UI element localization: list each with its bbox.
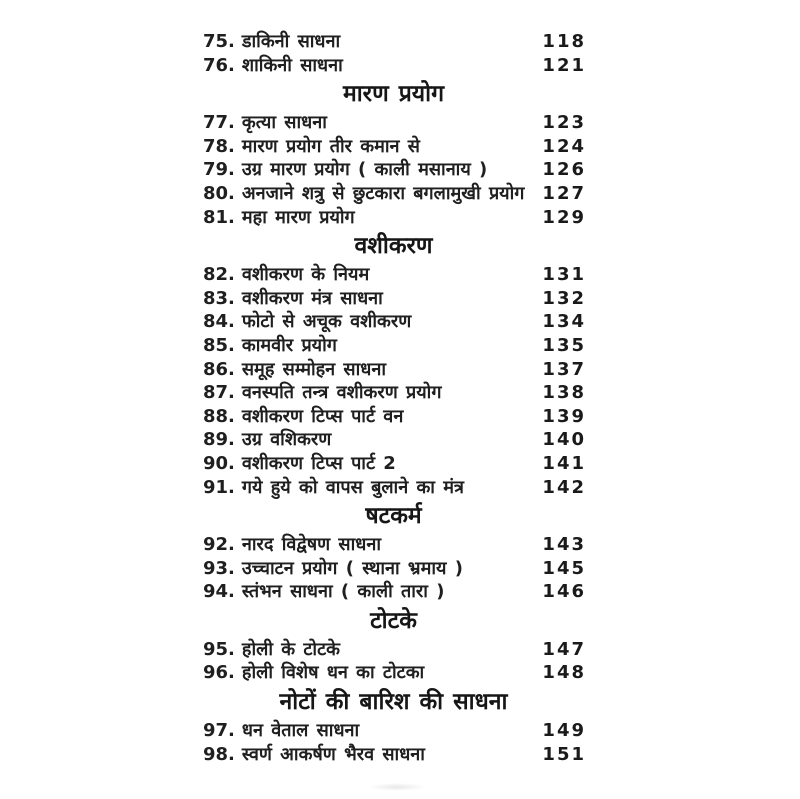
section-heading: वशीकरण [354, 233, 433, 260]
scan-smudge-artifact [368, 783, 426, 791]
toc-list [203, 30, 584, 766]
entry-text [203, 358, 386, 382]
section-heading: टोटके [370, 607, 417, 634]
toc-entry [203, 334, 584, 358]
entry-title: अनजाने शत्रु से छुटकारा बगलामुखी प्रयोग [241, 182, 525, 204]
entry-text [203, 182, 524, 206]
entry-number: 88. [203, 405, 235, 427]
entry-number: 84. [203, 311, 235, 333]
toc-entry [203, 476, 584, 500]
entry-text [203, 310, 411, 334]
toc-entry [203, 30, 584, 54]
entry-number: 94. [203, 581, 235, 603]
entry-number: 97. [203, 720, 235, 742]
entry-page-number: 132 [542, 287, 586, 309]
entry-title: नारद विद्वेषण साधना [241, 534, 381, 556]
toc-entry [203, 580, 584, 604]
entry-title: स्वर्ण आकर्षण भैरव साधना [241, 743, 425, 765]
toc-entry [203, 381, 584, 405]
entry-title: समूह सम्मोहन साधना [241, 358, 386, 380]
entry-page-number: 148 [542, 662, 586, 684]
toc-entry [203, 719, 584, 743]
entry-page-number: 118 [542, 31, 586, 52]
entry-title: कृत्या साधना [241, 112, 327, 134]
entry-title: कामवीर प्रयोग [241, 334, 337, 356]
entry-text [203, 661, 424, 685]
section-heading: नोटों की बारिश की साधना [279, 689, 508, 716]
entry-page-number: 137 [542, 358, 586, 380]
entry-number: 82. [203, 264, 235, 286]
entry-title: मारण प्रयोग तीर कमान से [241, 135, 420, 157]
entry-number: 79. [203, 159, 235, 181]
entry-page-number: 140 [542, 429, 586, 451]
toc-entry [203, 287, 584, 311]
entry-title: उग्र वशिकरण [241, 429, 332, 451]
entry-title: वशीकरण मंत्र साधना [241, 287, 383, 309]
entry-page-number: 139 [542, 405, 586, 427]
entry-number: 92. [203, 534, 235, 556]
entry-number: 80. [203, 182, 235, 204]
entry-number: 91. [203, 476, 235, 498]
entry-title: शाकिनी साधना [241, 54, 343, 76]
entry-text [203, 719, 359, 743]
toc-entry [203, 428, 584, 452]
entry-number: 89. [203, 429, 235, 451]
toc-entry [203, 557, 584, 581]
entry-title: उग्र मारण प्रयोग ( काली मसानाय ) [241, 159, 488, 181]
entry-page-number: 145 [542, 557, 586, 579]
entry-text [203, 533, 381, 557]
toc-entry [203, 638, 584, 662]
toc-entry [203, 158, 584, 182]
entry-text [203, 476, 464, 500]
entry-title: महा मारण प्रयोग [241, 206, 355, 228]
entry-page-number: 124 [542, 135, 586, 157]
entry-text [203, 743, 425, 767]
entry-page-number: 121 [542, 54, 586, 76]
entry-text [203, 428, 331, 452]
entry-page-number: 123 [542, 112, 586, 134]
entry-page-number: 131 [542, 264, 586, 286]
entry-number: 85. [203, 334, 235, 356]
section-heading: मारण प्रयोग [342, 81, 445, 108]
entry-text [203, 158, 487, 182]
entry-page-number: 127 [542, 182, 586, 204]
entry-text [203, 30, 340, 54]
entry-number: 96. [203, 662, 235, 684]
entry-text [203, 206, 355, 230]
toc-entry [203, 452, 584, 476]
entry-text [203, 557, 463, 581]
entry-number: 90. [203, 452, 235, 474]
entry-page-number: 147 [542, 638, 586, 660]
entry-page-number: 138 [542, 382, 586, 404]
entry-title: होली विशेष धन का टोटका [241, 662, 425, 684]
entry-number: 86. [203, 358, 235, 380]
entry-number: 95. [203, 638, 235, 660]
entry-number: 87. [203, 382, 235, 404]
toc-entry [203, 182, 584, 206]
entry-number: 98. [203, 743, 235, 765]
entry-text [203, 263, 369, 287]
entry-page-number: 135 [542, 334, 586, 356]
entry-number: 81. [203, 206, 235, 228]
entry-text [203, 287, 383, 311]
entry-title: फोटो से अचूक वशीकरण [241, 311, 412, 333]
entry-text [203, 334, 337, 358]
toc-entry [203, 111, 584, 135]
entry-text [203, 111, 327, 135]
entry-number: 83. [203, 287, 235, 309]
toc-entry [203, 533, 584, 557]
entry-text [203, 135, 420, 159]
entry-title: उच्चाटन प्रयोग ( स्थाना भ्रमाय ) [241, 557, 463, 579]
toc-entry [203, 358, 584, 382]
entry-number: 76. [203, 54, 235, 76]
entry-title: वशीकरण टिप्स पार्ट 2 [241, 452, 396, 474]
entry-text [203, 405, 403, 429]
toc-entry [203, 405, 584, 429]
entry-page-number: 134 [542, 311, 586, 333]
toc-entry [203, 310, 584, 334]
entry-number: 78. [203, 135, 235, 157]
entry-number: 93. [203, 557, 235, 579]
entry-text [203, 452, 396, 476]
entry-page-number: 146 [542, 581, 586, 603]
entry-text [203, 638, 340, 662]
entry-title: वनस्पति तन्त्र वशीकरण प्रयोग [241, 382, 442, 404]
entry-page-number: 129 [542, 206, 586, 228]
entry-title: धन वेताल साधना [241, 720, 360, 742]
section-heading: षटकर्म [365, 503, 422, 530]
entry-page-number: 142 [542, 476, 586, 498]
entry-text [203, 381, 441, 405]
entry-title: वशीकरण के नियम [241, 264, 370, 286]
entry-page-number: 149 [542, 720, 586, 742]
toc-entry [203, 661, 584, 685]
entry-page-number: 141 [542, 452, 586, 474]
entry-title: होली के टोटके [241, 638, 340, 660]
toc-entry [203, 206, 584, 230]
entry-number: 75. [203, 31, 235, 52]
entry-title: वशीकरण टिप्स पार्ट वन [241, 405, 404, 427]
entry-title: स्तंभन साधना ( काली तारा ) [241, 581, 445, 603]
toc-entry [203, 743, 584, 767]
toc-entry [203, 54, 584, 78]
entry-text [203, 580, 444, 604]
entry-page-number: 143 [542, 534, 586, 556]
entry-text [203, 54, 343, 78]
entry-page-number: 151 [542, 743, 586, 765]
entry-number: 77. [203, 112, 235, 134]
entry-title: डाकिनी साधना [241, 31, 341, 52]
entry-page-number: 126 [542, 159, 586, 181]
toc-entry [203, 135, 584, 159]
entry-title: गये हुये को वापस बुलाने का मंत्र [241, 476, 464, 498]
toc-entry [203, 263, 584, 287]
